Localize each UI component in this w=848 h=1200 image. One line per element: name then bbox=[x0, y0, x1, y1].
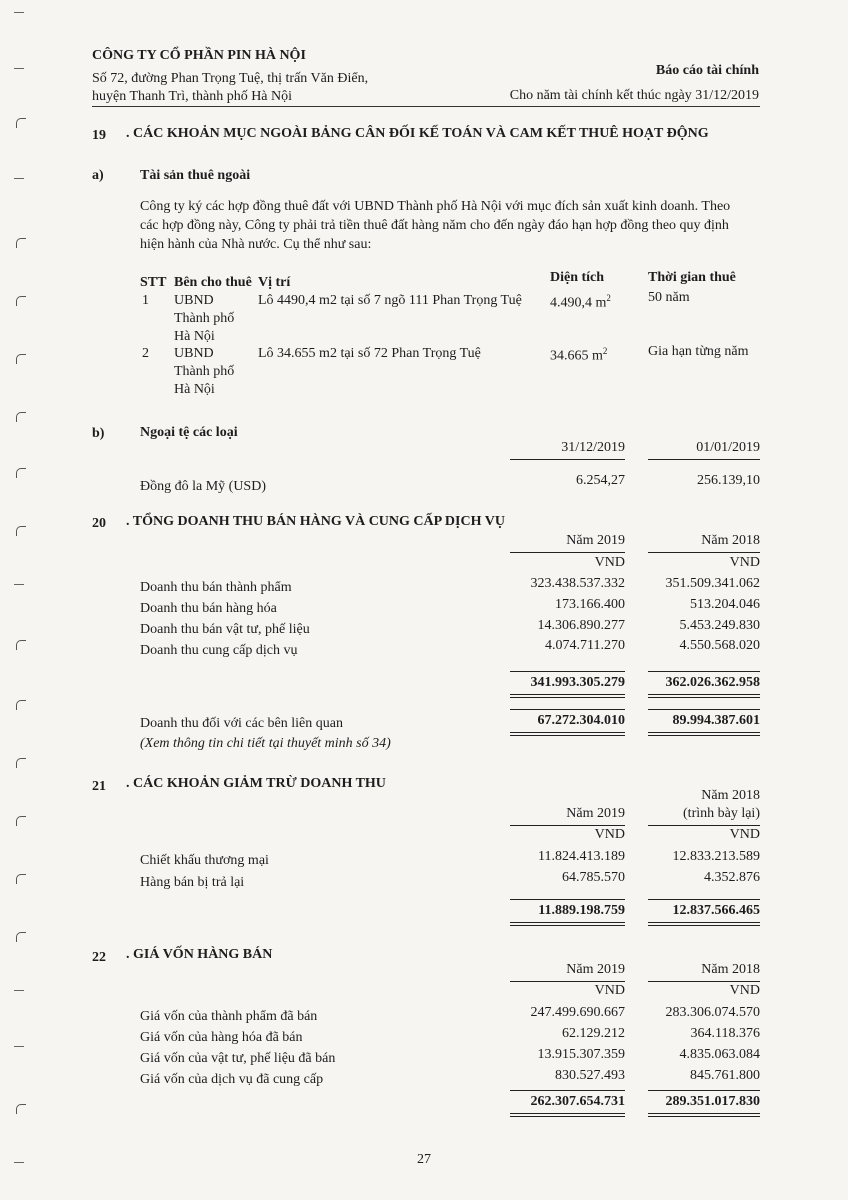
total-rule-top bbox=[510, 899, 625, 900]
lease-row-lessor-line2: Thành phố bbox=[174, 364, 235, 379]
section-20-col2: Năm 2018 bbox=[701, 533, 760, 548]
column-rule bbox=[648, 552, 760, 553]
related-value-2018: 89.994.387.601 bbox=[672, 713, 760, 728]
section-20-unit-2: VND bbox=[729, 555, 760, 570]
lease-row-stt: 2 bbox=[142, 346, 149, 361]
report-period: Cho năm tài chính kết thúc ngày 31/12/2019 bbox=[509, 88, 759, 103]
section-22-col2: Năm 2018 bbox=[701, 962, 760, 977]
section-19b-title: Ngoại tệ các loại bbox=[140, 425, 238, 440]
lease-header-location: Vị trí bbox=[258, 275, 291, 290]
company-address-line2: huyện Thanh Trì, thành phố Hà Nội bbox=[92, 89, 293, 104]
lease-row-stt: 1 bbox=[142, 293, 149, 308]
related-value-2019: 67.272.304.010 bbox=[537, 713, 625, 728]
total-rule-bottom bbox=[648, 694, 760, 698]
section-19a-paragraph-line3: hiện hành của Nhà nước. Cụ thể như sau: bbox=[140, 237, 372, 252]
section-22-total-2018: 289.351.017.830 bbox=[665, 1094, 760, 1109]
report-title: Báo cáo tài chính bbox=[655, 63, 759, 78]
lease-row-location: Lô 4490,4 m2 tại số 7 ngõ 111 Phan Trọng Tuệ bbox=[258, 293, 522, 308]
row-value-2018: 4.550.568.020 bbox=[679, 638, 760, 653]
column-rule bbox=[510, 825, 625, 826]
section-21-unit-2: VND bbox=[729, 827, 760, 842]
row-label: Giá vốn của hàng hóa đã bán bbox=[140, 1030, 303, 1045]
row-label: Chiết khấu thương mại bbox=[140, 853, 269, 868]
total-rule-top bbox=[510, 671, 625, 672]
column-rule bbox=[648, 981, 760, 982]
lease-row-term: Gia hạn từng năm bbox=[648, 344, 749, 359]
lease-row-term: 50 năm bbox=[648, 290, 690, 305]
related-label: Doanh thu đối với các bên liên quan bbox=[140, 716, 343, 731]
section-19a-paragraph-line2: các hợp đồng này, Công ty phải trả tiền thuê đất hàng năm cho đến ngày đáo hạn hợp đồng theo quy định bbox=[140, 218, 729, 233]
row-label: Giá vốn của thành phẩm đã bán bbox=[140, 1009, 318, 1024]
section-19b-col2: 01/01/2019 bbox=[696, 440, 760, 455]
section-22-unit-1: VND bbox=[594, 983, 625, 998]
related-rule-top bbox=[510, 709, 625, 710]
lease-header-term: Thời gian thuê bbox=[648, 270, 736, 285]
row-value-2018: 12.833.213.589 bbox=[672, 849, 760, 864]
row-value-2019: 11.824.413.189 bbox=[538, 849, 625, 864]
column-rule bbox=[648, 459, 760, 460]
page-number: 27 bbox=[417, 1152, 431, 1167]
row-value-2018: 351.509.341.062 bbox=[665, 576, 760, 591]
related-rule-bottom bbox=[510, 732, 625, 736]
row-value-2018: 364.118.376 bbox=[690, 1026, 760, 1041]
row-value-2019: 62.129.212 bbox=[562, 1026, 625, 1041]
row-value-2019: 173.166.400 bbox=[555, 597, 625, 612]
row-label: Doanh thu bán hàng hóa bbox=[140, 601, 277, 616]
row-value-2019: 14.306.890.277 bbox=[537, 618, 625, 633]
section-21-title: . CÁC KHOẢN GIẢM TRỪ DOANH THU bbox=[126, 776, 386, 791]
row-value-2018: 256.139,10 bbox=[697, 473, 760, 488]
total-rule-bottom bbox=[510, 1113, 625, 1117]
section-19-title: . CÁC KHOẢN MỤC NGOÀI BẢNG CÂN ĐỐI KẾ TOÁN VÀ CAM KẾT THUÊ HOẠT ĐỘNG bbox=[126, 126, 709, 141]
row-value-2019: 4.074.711.270 bbox=[545, 638, 625, 653]
lease-header-area: Diện tích bbox=[550, 270, 605, 285]
company-address-line1: Số 72, đường Phan Trọng Tuệ, thị trấn Văn Điển, bbox=[92, 71, 369, 86]
column-rule bbox=[648, 825, 760, 826]
related-rule-top bbox=[648, 709, 760, 710]
section-19a-paragraph-line1: Công ty ký các hợp đồng thuê đất với UBND Thành phố Hà Nội với mục đích sản xuất kinh doanh. Theo bbox=[140, 199, 731, 214]
total-rule-bottom bbox=[648, 922, 760, 926]
total-rule-top bbox=[648, 1090, 760, 1091]
section-20-total-2018: 362.026.362.958 bbox=[665, 675, 760, 690]
row-label: Doanh thu bán vật tư, phế liệu bbox=[140, 622, 310, 637]
total-rule-top bbox=[510, 1090, 625, 1091]
section-22-unit-2: VND bbox=[729, 983, 760, 998]
row-value-2019: 323.438.537.332 bbox=[530, 576, 625, 591]
section-21-col1: Năm 2019 bbox=[566, 806, 625, 821]
lease-row-lessor-line3: Hà Nội bbox=[174, 329, 215, 344]
lease-header-stt: STT bbox=[140, 275, 167, 290]
total-rule-bottom bbox=[648, 1113, 760, 1117]
company-name: CÔNG TY CỔ PHẦN PIN HÀ NỘI bbox=[92, 48, 306, 63]
section-22-number: 22 bbox=[92, 950, 106, 965]
row-value-2018: 513.204.046 bbox=[690, 597, 760, 612]
section-20-number: 20 bbox=[92, 516, 106, 531]
row-value-2018: 4.835.063.084 bbox=[679, 1047, 760, 1062]
row-label: Doanh thu cung cấp dịch vụ bbox=[140, 643, 298, 658]
section-19a-label: a) bbox=[92, 168, 104, 183]
section-19b-label: b) bbox=[92, 426, 105, 441]
section-21-col2-line2: (trình bày lại) bbox=[683, 806, 760, 821]
section-19a-title: Tài sản thuê ngoài bbox=[140, 168, 251, 183]
lease-row-lessor-line3: Hà Nội bbox=[174, 382, 215, 397]
row-value-2019: 830.527.493 bbox=[555, 1068, 625, 1083]
total-rule-top bbox=[648, 671, 760, 672]
lease-row-location: Lô 34.655 m2 tại số 72 Phan Trọng Tuệ bbox=[258, 346, 481, 361]
total-rule-top bbox=[648, 899, 760, 900]
section-22-total-2019: 262.307.654.731 bbox=[530, 1094, 625, 1109]
row-label: Hàng bán bị trả lại bbox=[140, 875, 245, 890]
row-value-2018: 4.352.876 bbox=[704, 870, 760, 885]
section-21-col2-line1: Năm 2018 bbox=[701, 788, 760, 803]
row-value-2019: 64.785.570 bbox=[562, 870, 625, 885]
row-label: Giá vốn của vật tư, phế liệu đã bán bbox=[140, 1051, 336, 1066]
column-rule bbox=[510, 552, 625, 553]
section-19-number: 19 bbox=[92, 128, 106, 143]
lease-row-area: 34.665 $m^2$ bbox=[550, 346, 608, 364]
row-value-2019: 247.499.690.667 bbox=[530, 1005, 625, 1020]
section-21-number: 21 bbox=[92, 779, 106, 794]
related-rule-bottom bbox=[648, 732, 760, 736]
section-20-unit-1: VND bbox=[594, 555, 625, 570]
column-rule bbox=[510, 459, 625, 460]
row-label: Đồng đô la Mỹ (USD) bbox=[140, 479, 266, 494]
row-value-2018: 283.306.074.570 bbox=[665, 1005, 760, 1020]
section-20-col1: Năm 2019 bbox=[566, 533, 625, 548]
row-value-2019: 6.254,27 bbox=[576, 473, 625, 488]
section-21-unit-1: VND bbox=[594, 827, 625, 842]
section-20-total-2019: 341.993.305.279 bbox=[530, 675, 625, 690]
section-21-total-2018: 12.837.566.465 bbox=[672, 903, 760, 918]
column-rule bbox=[510, 981, 625, 982]
lease-row-lessor-line1: UBND bbox=[174, 346, 214, 361]
row-value-2018: 5.453.249.830 bbox=[679, 618, 760, 633]
related-note: (Xem thông tin chi tiết tại thuyết minh số 34) bbox=[140, 736, 391, 751]
total-rule-bottom bbox=[510, 694, 625, 698]
lease-row-lessor-line1: UBND bbox=[174, 293, 214, 308]
lease-row-area: 4.490,4 $m^2$ bbox=[550, 293, 611, 311]
section-22-title: . GIÁ VỐN HÀNG BÁN bbox=[126, 947, 273, 962]
section-19b-col1: 31/12/2019 bbox=[561, 440, 625, 455]
row-value-2018: 845.761.800 bbox=[690, 1068, 760, 1083]
section-21-total-2019: 11.889.198.759 bbox=[538, 903, 625, 918]
section-20-title: . TỔNG DOANH THU BÁN HÀNG VÀ CUNG CẤP DỊCH VỤ bbox=[126, 514, 505, 529]
section-22-col1: Năm 2019 bbox=[566, 962, 625, 977]
header-rule bbox=[92, 106, 760, 107]
row-label: Doanh thu bán thành phẩm bbox=[140, 580, 292, 595]
total-rule-bottom bbox=[510, 922, 625, 926]
row-value-2019: 13.915.307.359 bbox=[537, 1047, 625, 1062]
row-label: Giá vốn của dịch vụ đã cung cấp bbox=[140, 1072, 324, 1087]
lease-row-lessor-line2: Thành phố bbox=[174, 311, 235, 326]
lease-header-lessor: Bên cho thuê bbox=[174, 275, 252, 290]
